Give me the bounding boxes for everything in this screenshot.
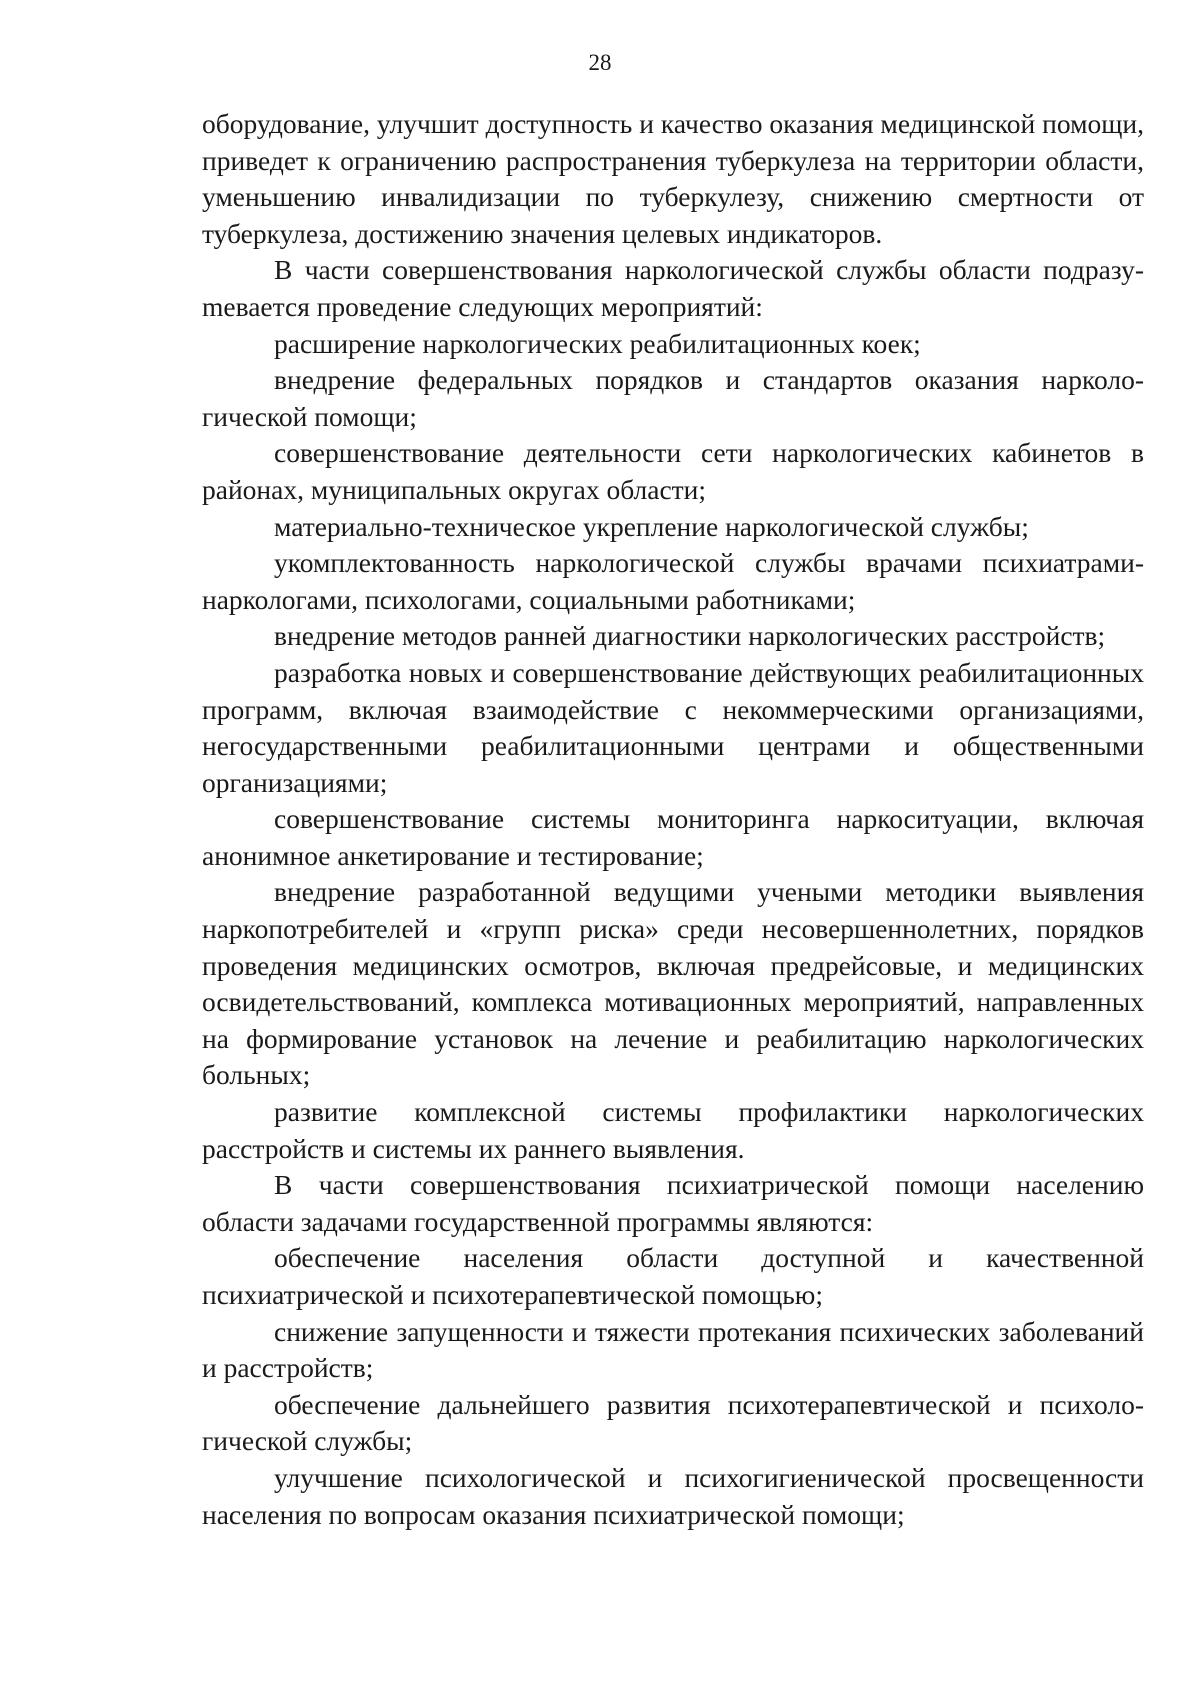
list-item: снижение запущенности и тяжести протекания психических заболеваний и расстройств; (202, 1315, 1144, 1384)
list-item: разработка новых и совершенствование действующих реабилитационных программ, включая взаимодействие с некоммерческими организациями, негосударственными реабилитационными центрами и общественными организациями; (202, 656, 1144, 798)
list-item: улучшение психологической и психогигиенической просвещенности населения по вопросам оказания психиатрической помощи; (202, 1461, 1144, 1530)
list-item: материально-техническое укрепление наркологической службы; (274, 510, 1029, 542)
list-item: расширение наркологических реабилитационных коек; (274, 327, 921, 359)
paragraph-psychiatry-intro: В части совершенствования психиатрической помощи населению области задачами государственной программы являются: (202, 1169, 1144, 1237)
page-number: 28 (588, 50, 612, 75)
list-item: обеспечение дальнейшего развития психотерапевтической и психологической службы; (202, 1388, 1144, 1457)
list-item: внедрение федеральных порядков и стандартов оказания наркологической помощи; (202, 364, 1144, 432)
paragraph-tuberculosis-outcome: оборудование, улучшит доступность и качество оказания медицинской помощи, приведет к ограничению распространения туберкулеза на территории области, уменьшению инвалидизации по туберкулезу, снижению смертности от туберкулеза, достижению значения целевых индикаторов. (202, 108, 1144, 249)
list-item: внедрение методов ранней диагностики наркологических расстройств; (274, 620, 1106, 652)
list-item: укомплектованность наркологической службы врачами психиатрами-наркологами, психологами, социальными работниками; (202, 547, 1144, 615)
list-item: совершенствование системы мониторинга наркоситуации, включая анонимное анкетирование и тестирование; (202, 803, 1144, 871)
list-item: обеспечение населения области доступной и качественной психиатрической и психотерапевтической помощью; (202, 1242, 1144, 1310)
text-body (202, 106, 1144, 1533)
list-item: внедрение разработанной ведущими учеными методики выявления наркопотребителей и «групп риска» среди несовершеннолетних, порядков проведения медицинских осмотров, включая предрейсовые, и медицинских освидетельствований, комплекса мотивационных мероприятий, направленных на формирование установок на лечение и реабилитацию наркологических больных; (202, 876, 1144, 1091)
list-item: совершенствование деятельности сети наркологических кабинетов в районах, муниципальных округах области; (202, 437, 1144, 505)
list-item: развитие комплексной системы профилактики наркологических расстройств и системы их раннего выявления. (202, 1096, 1144, 1164)
paragraph-narcology-intro: В части совершенствования наркологической службы области подразуmевается проведение следующих мероприятий: (202, 254, 1144, 322)
